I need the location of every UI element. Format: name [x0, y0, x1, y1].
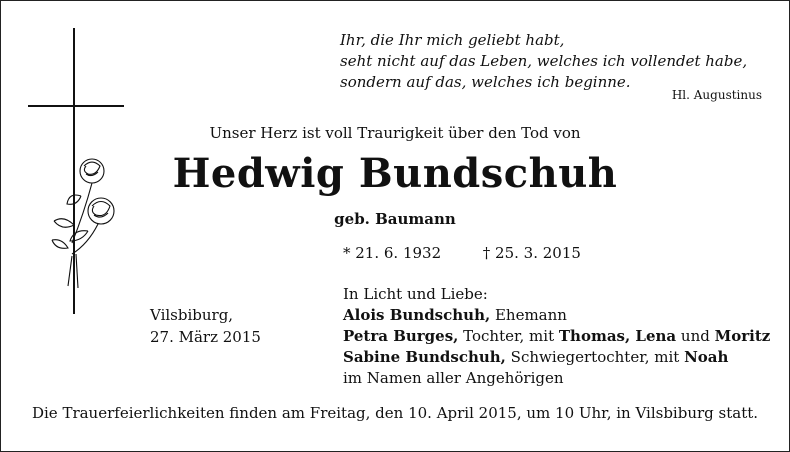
place-city: Vilsbiburg, [150, 306, 234, 324]
family-relation: Schwiegertochter, mit [505, 348, 685, 366]
family-relation: Ehemann [490, 306, 567, 324]
family-block [343, 284, 770, 389]
quote-line: Ihr, die Ihr mich geliebt habt, [340, 31, 565, 49]
family-relation: im Namen aller Angehörigen [343, 369, 564, 387]
intro-text: Unser Herz ist voll Traurigkeit über den Tod von [209, 124, 581, 142]
deceased-name: Hedwig Bundschuh [172, 150, 618, 197]
quote-line: sondern auf das, welches ich beginne. [340, 73, 631, 91]
death-date: † 25. 3. 2015 [482, 244, 581, 262]
family-row [343, 326, 770, 347]
place-date [150, 304, 261, 348]
family-heading: In Licht und Liebe: [343, 285, 488, 303]
family-name: Moritz [714, 327, 771, 345]
family-row [343, 305, 770, 326]
quote-line: seht nicht auf das Leben, welches ich vollendet habe, [340, 52, 748, 70]
funeral-info: Die Trauerfeierlichkeiten finden am Freitag, den 10. April 2015, um 10 Uhr, in Vilsbiburg statt. [31, 404, 759, 422]
family-row [343, 368, 770, 389]
family-name: Sabine Bundschuh, [343, 348, 506, 366]
family-relation: und [676, 327, 715, 345]
family-name: Petra Burges, [343, 327, 459, 345]
family-name: Thomas, Lena [558, 327, 677, 345]
quote-author: Hl. Augustinus [671, 88, 762, 102]
family-relation: Tochter, mit [458, 327, 559, 345]
quote-block [340, 30, 760, 93]
family-row [343, 347, 770, 368]
life-dates [343, 244, 581, 262]
maiden-name: geb. Baumann [334, 210, 456, 228]
family-name: Noah [684, 348, 729, 366]
place-date-value: 27. März 2015 [150, 328, 261, 346]
birth-date: * 21. 6. 1932 [343, 244, 442, 262]
family-name: Alois Bundschuh, [343, 306, 491, 324]
